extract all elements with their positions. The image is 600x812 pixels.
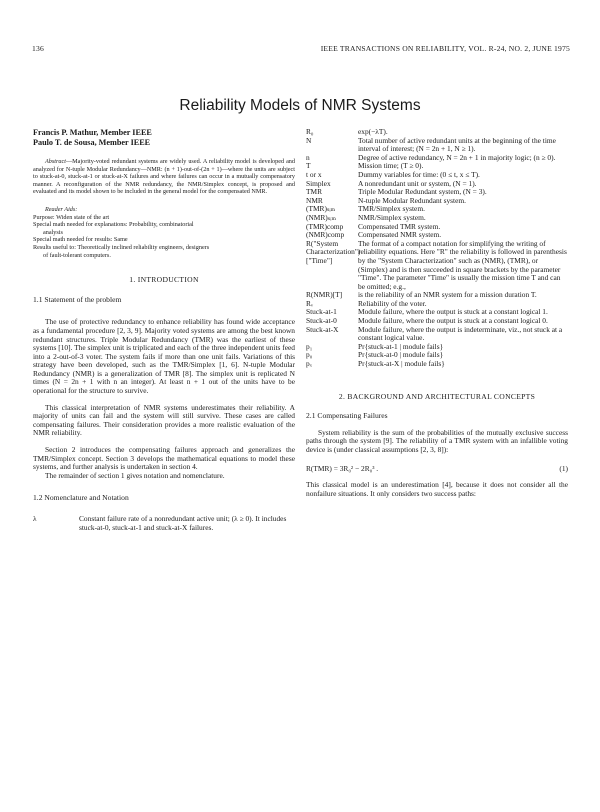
notation-definition: Total number of active redundant units at the beginning of the time interval of interest; (N = 2n + 1, N ≥ 1). <box>358 135 556 154</box>
notation-symbol: p₀ <box>306 350 313 360</box>
notation-symbol: (TMR)comp <box>306 221 344 231</box>
notation-symbol: NMR <box>306 195 323 205</box>
author-2: Paulo T. de Sousa, Member IEEE <box>33 138 151 147</box>
background-paragraph-1: System reliability is the sum of the probabilities of the mutually exclusive success paths through the system [9]. The reliability of a TMR system with an infallible voting device is (under classical assumptions [2, 3, 8]): <box>306 427 568 454</box>
reader-aid-line: analysis <box>43 228 63 236</box>
reader-aid-line: Special math needed for explanations: Probability, combinatorial <box>33 221 194 229</box>
notation-symbol: Stuck-at-0 <box>306 316 337 326</box>
notation-symbol: pₓ <box>306 359 312 369</box>
notation-definition: exp(−λT). <box>358 127 388 136</box>
notation-definition: Module failure, where the output is stuck at a constant logical 0. <box>358 316 548 326</box>
subsection-2-1-heading: 2.1 Compensating Failures <box>306 411 388 421</box>
notation-symbol: (NMR)ₛᵢₘ <box>306 212 336 222</box>
intro-paragraph-1: The use of protective redundancy to enhance reliability has found wide acceptance as a fundamental procedure [2, 3, 9]. Majority voted systems are among the best known redundant structures. Triple Modular Redundancy (TMR) was the earliest of these systems [10]. The simplex unit is triplicated and each of the three independent units feed into a 2-out-of-3 voter. The system fails if more than one unit fails. Variations of this strategy have been developed, such as the TMR/Simplex [1, 6]. N-tuple Modular Redundancy (NMR) is a generalization of TMR [8]. The simplex unit is replicated N times (N = 2n + 1 with n an integer). At least n + 1 out of the units have to be operational for the structure to survive. <box>33 317 295 396</box>
equation-body: R(TMR) = 3R₀² − 2R₀³ . <box>306 463 379 473</box>
notation-symbol: t or x <box>306 169 322 179</box>
notation-entry <box>306 360 568 369</box>
author-1: Francis P. Mathur, Member IEEE <box>33 128 152 137</box>
reader-aid-line: Results useful to: Theoretically inclined reliability engineers, designers <box>33 243 210 251</box>
notation-entry <box>306 154 568 163</box>
notation-definition: Compensated TMR system. <box>358 221 441 231</box>
section-1-heading: 1. INTRODUCTION <box>129 275 199 285</box>
left-column <box>33 128 295 532</box>
notation-definition: Reliability of the voter. <box>358 298 427 308</box>
notation-definition: Degree of active redundancy, N = 2n + 1 in majority logic; (n ≥ 0). <box>358 152 556 162</box>
notation-definition: Dummy variables for time: (0 ≤ t, x ≤ T). <box>358 169 480 179</box>
reader-aid-line: of fault-tolerant computers. <box>43 251 111 259</box>
notation-entry <box>306 291 568 300</box>
intro-paragraph-2: This classical interpretation of NMR systems underestimates their reliability. A majority of units can fail and the system will still survive. These cases are called compensating failures. Their consideration provides a more realistic evaluation of the NMR reliability. <box>33 402 295 438</box>
notation-symbol: p₁ <box>306 341 313 351</box>
notation-definition: TMR/Simplex system. <box>358 204 425 214</box>
subsection-1-1-heading: 1.1 Statement of the problem <box>33 294 122 304</box>
journal-citation: IEEE TRANSACTIONS ON RELIABILITY, VOL. R-24, NO. 2, JUNE 1975 <box>320 44 570 53</box>
notation-entry <box>306 240 568 292</box>
notation-symbol: Simplex <box>306 178 331 188</box>
notation-definition: N-tuple Modular Redundant system. <box>358 195 466 205</box>
notation-definition: Module failure, where the output is indeterminate, viz., not stuck at a constant logical value. <box>358 324 563 343</box>
notation-symbol: TMR <box>306 187 323 197</box>
notation-entry <box>306 197 568 206</box>
notation-entry-lambda <box>33 515 295 532</box>
notation-definition: Triple Modular Redundant system, (N = 3). <box>358 187 487 197</box>
notation-definition: Compensated NMR system. <box>358 230 442 240</box>
notation-definition: Constant failure rate of a nonredundant active unit; (λ ≥ 0). It includes stuck-at-0, stuck-at-1 and stuck-at-X failures. <box>79 514 287 532</box>
page-number: 136 <box>32 44 44 53</box>
notation-list <box>306 128 568 369</box>
reader-aid-line: Purpose: Widen state of the art <box>33 213 110 221</box>
right-column <box>306 128 568 498</box>
notation-definition: Mission time; (T ≥ 0). <box>358 161 424 171</box>
notation-symbol: Rᵥ <box>306 298 314 308</box>
notation-symbol: R("System Characterization") ["Time"] <box>306 238 361 265</box>
subsection-1-2-heading: 1.2 Nomenclature and Notation <box>33 493 129 503</box>
notation-definition: Pr{stuck-at-0 | module fails} <box>358 350 444 360</box>
intro-paragraph-3: Section 2 introduces the compensating failures approach and generalizes the TMR/Simplex concept. Section 3 develops the mathematical equations to model these systems, and further analysis is undertaken in section 4. <box>33 445 295 472</box>
paper-title: Reliability Models of NMR Systems <box>179 97 421 114</box>
equation-1 <box>306 465 568 474</box>
notation-definition: The format of a compact notation for simplifying the writing of reliability equations. Here "R" the reliability is followed in parenthesis by the "System Characterization" such as (NMR), (TMR), or (Simplex) and is then succeeded in square brackets by the parameter "Time". The parameter "Time" is usually the mission time T and can be omitted; e.g., <box>358 238 567 291</box>
notation-definition: Pr{stuck-at-X | module fails} <box>358 359 445 369</box>
abstract: Abstract—Majority-voted redundant systems are widely used. A reliability model is developed and analyzed for N-tuple Modular Redundancy—NMR: (n + 1)-out-of-(2n + 1)—where the units are subject to stuck-at-0, stuck-at-1 or stuck-at-X failures and where failures can occur in a mutually compensatory manner. A reconfiguration of the NMR redundancy, the NMR/Simplex concept, is proposed and evaluated and its model shown to be included in the general model for the compensated NMR. <box>33 158 295 196</box>
notation-entry <box>306 137 568 154</box>
reader-aid-line: Special math needed for results: Same <box>33 236 128 244</box>
notation-definition: NMR/Simplex system. <box>358 212 426 222</box>
section-2-heading: 2. BACKGROUND AND ARCHITECTURAL CONCEPTS <box>338 391 536 401</box>
abstract-label: Abstract <box>45 158 66 165</box>
notation-symbol: R(NMR)[T] <box>306 290 343 300</box>
background-paragraph-2: This classical model is an underestimation [4], because it does not consider all the nonfailure situations. It only considers two success paths: <box>306 480 568 498</box>
notation-definition: Module failure, where the output is stuck at a constant logical 1. <box>358 307 548 317</box>
notation-definition: A nonredundant unit or system, (N = 1). <box>358 178 477 188</box>
abstract-text: Majority-voted redundant systems are widely used. A reliability model is developed and analyzed for N-tuple Modular Redundancy—NMR: (n + 1)-out-of-(2n + 1)—where the units are subject to stuck-at-0, stuck-at-1 or stuck-at-X failures and where failures can occur in a mutually compensatory manner. A reconfiguration of the NMR redundancy, the NMR/Simplex concept, is proposed and evaluated and its model shown to be included in the general model for the compensated NMR. <box>33 158 295 196</box>
notation-symbol: T <box>306 161 311 171</box>
notation-definition: is the reliability of an NMR system for a mission duration T. <box>358 290 537 300</box>
equation-number: (1) <box>559 463 568 473</box>
notation-symbol: Stuck-at-X <box>306 324 339 334</box>
notation-symbol: R₀ <box>306 127 314 136</box>
intro-paragraph-4: The remainder of section 1 gives notation and nomenclature. <box>45 470 225 480</box>
reader-aids-heading: Reader Aids: <box>45 205 78 213</box>
notation-symbol: n <box>306 152 310 162</box>
notation-symbol: Stuck-at-1 <box>306 307 337 317</box>
notation-symbol: λ <box>33 514 37 523</box>
notation-symbol: N <box>306 135 312 145</box>
notation-symbol: (NMR)comp <box>306 230 345 240</box>
notation-symbol: (TMR)ₛᵢₘ <box>306 204 336 214</box>
notation-entry <box>306 205 568 214</box>
notation-entry <box>306 326 568 343</box>
notation-definition: Pr{stuck-at-1 | module fails} <box>358 341 444 351</box>
